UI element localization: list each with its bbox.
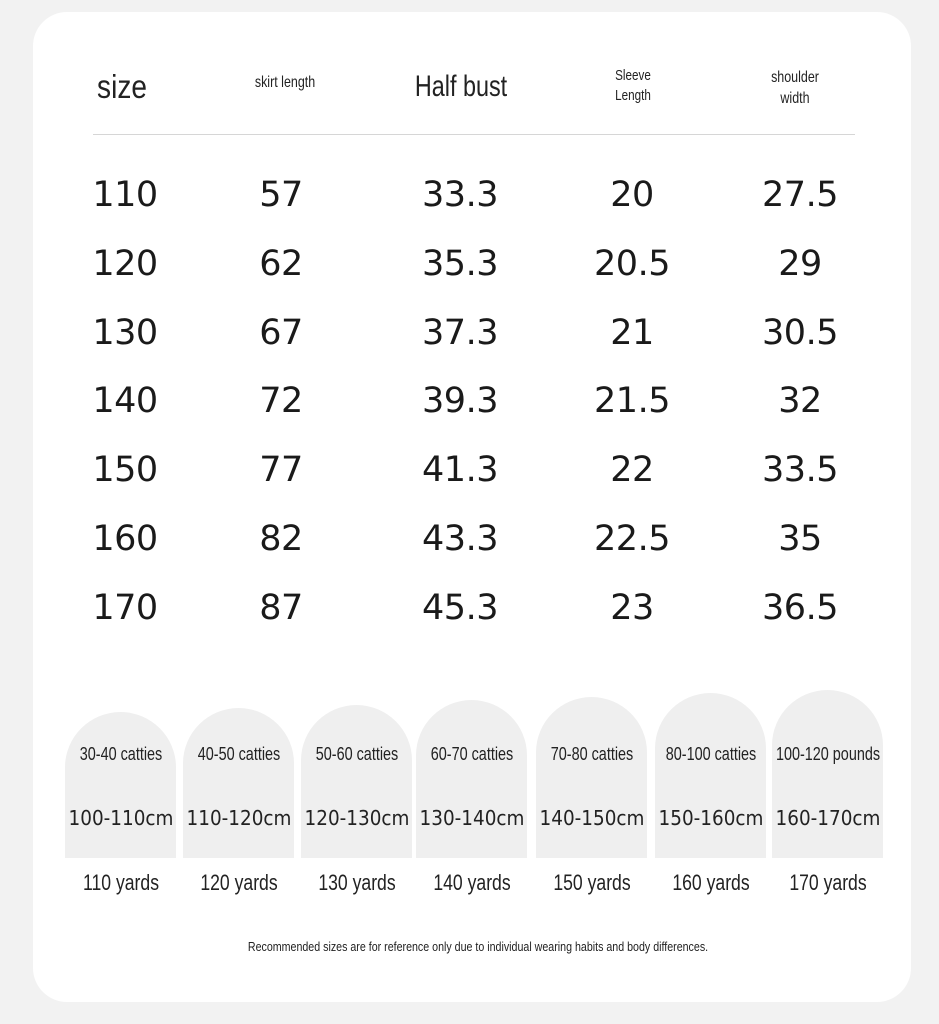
table-cell: 110 (92, 175, 158, 215)
table-cell: 160 (92, 519, 158, 559)
table-row (0, 445, 939, 495)
table-cell: 82 (259, 519, 303, 559)
header-sleeve-line1: Sleeve (615, 67, 651, 84)
recommendation-weight: 70-80 catties (550, 744, 633, 764)
table-row (0, 583, 939, 633)
recommendation-height: 160-170cm (775, 806, 880, 830)
recommendation-weight: 30-40 catties (79, 744, 162, 764)
recommendation-arch (655, 693, 766, 858)
header-divider (93, 134, 855, 135)
table-cell: 62 (259, 244, 303, 284)
recommendation-height: 110-120cm (186, 806, 291, 830)
table-cell: 20.5 (594, 244, 670, 284)
table-row (0, 239, 939, 289)
header-shoulder-width (771, 67, 819, 109)
table-cell: 35 (778, 519, 822, 559)
recommendation-arch (416, 700, 527, 858)
table-row (0, 376, 939, 426)
recommendation-arch (536, 697, 647, 858)
recommendation-weight: 80-100 catties (665, 744, 756, 764)
recommendation-yards: 160 yards (671, 870, 750, 895)
table-cell: 27.5 (762, 175, 838, 215)
table-row (0, 308, 939, 358)
table-cell: 43.3 (422, 519, 498, 559)
table-cell: 67 (259, 313, 303, 353)
table-cell: 140 (92, 381, 158, 421)
recommendation-weight: 40-50 catties (197, 744, 280, 764)
recommendation-height: 100-110cm (68, 806, 173, 830)
recommendation-height: 150-160cm (658, 806, 763, 830)
header-sleeve-length (615, 66, 651, 106)
recommendation-arch (301, 705, 412, 858)
table-cell: 22.5 (594, 519, 670, 559)
footnote: Recommended sizes are for reference only due to individual wearing habits and body differences. (247, 939, 709, 954)
table-cell: 22 (610, 450, 654, 490)
table-cell: 77 (259, 450, 303, 490)
table-row (0, 170, 939, 220)
table-cell: 170 (92, 588, 158, 628)
header-half-bust: Half bust (414, 70, 508, 103)
recommendation-weight: 50-60 catties (315, 744, 398, 764)
recommendation-yards: 140 yards (432, 870, 511, 895)
header-shoulder-line1: shoulder (771, 69, 819, 86)
recommendation-yards: 150 yards (552, 870, 631, 895)
table-cell: 33.3 (422, 175, 498, 215)
table-cell: 30.5 (762, 313, 838, 353)
recommendation-arch (772, 690, 883, 858)
recommendation-weight: 100-120 pounds (775, 744, 880, 764)
table-cell: 41.3 (422, 450, 498, 490)
table-cell: 45.3 (422, 588, 498, 628)
table-cell: 37.3 (422, 313, 498, 353)
table-cell: 21.5 (594, 381, 670, 421)
table-cell: 36.5 (762, 588, 838, 628)
header-sleeve-line2: Length (615, 87, 651, 104)
recommendation-yards: 120 yards (199, 870, 278, 895)
table-cell: 20 (610, 175, 654, 215)
recommendation-arch (65, 712, 176, 858)
table-cell: 120 (92, 244, 158, 284)
recommendation-yards: 170 yards (788, 870, 867, 895)
table-cell: 35.3 (422, 244, 498, 284)
table-cell: 39.3 (422, 381, 498, 421)
table-cell: 72 (259, 381, 303, 421)
recommendation-yards: 130 yards (317, 870, 396, 895)
table-cell: 33.5 (762, 450, 838, 490)
header-shoulder-line2: width (780, 90, 810, 107)
recommendation-height: 120-130cm (304, 806, 409, 830)
table-cell: 23 (610, 588, 654, 628)
recommendation-arch (183, 708, 294, 858)
recommendation-height: 130-140cm (419, 806, 524, 830)
recommendation-height: 140-150cm (539, 806, 644, 830)
header-size: size (97, 68, 147, 105)
table-cell: 87 (259, 588, 303, 628)
table-cell: 130 (92, 313, 158, 353)
table-cell: 21 (610, 313, 654, 353)
table-cell: 29 (778, 244, 822, 284)
table-cell: 150 (92, 450, 158, 490)
header-skirt-length: skirt length (254, 74, 316, 91)
recommendation-yards: 110 yards (82, 870, 159, 895)
table-cell: 57 (259, 175, 303, 215)
table-cell: 32 (778, 381, 822, 421)
recommendation-weight: 60-70 catties (430, 744, 513, 764)
table-row (0, 514, 939, 564)
